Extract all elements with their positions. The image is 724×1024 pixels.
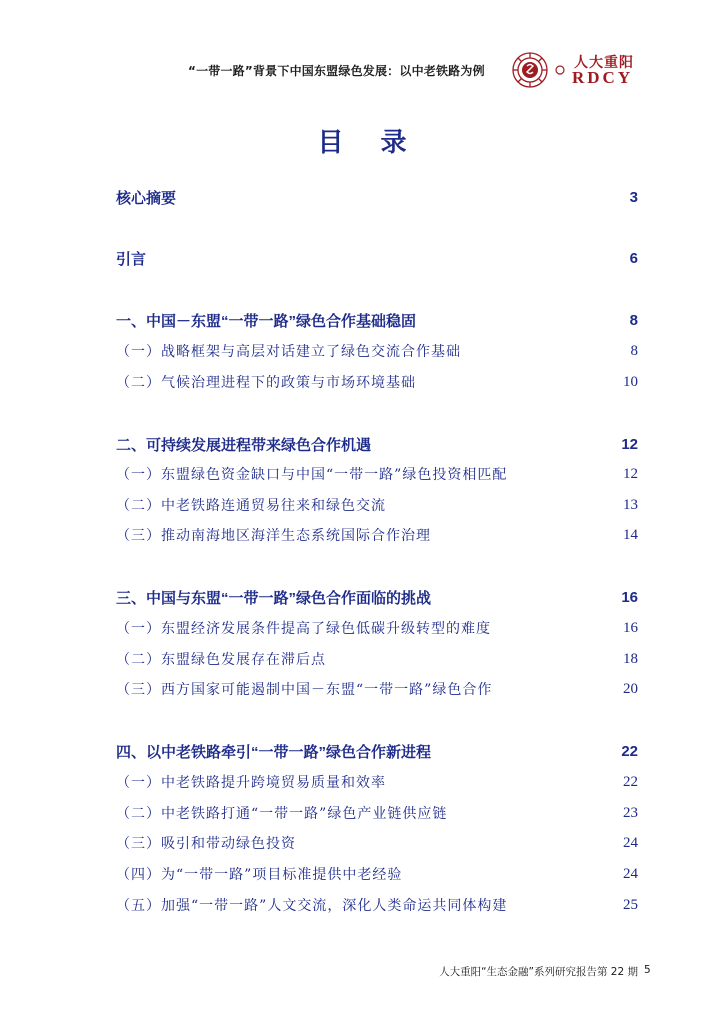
toc-entry-page: 22	[623, 773, 638, 790]
toc-entry-title: （二）中老铁路连通贸易往来和绿色交流	[116, 498, 386, 514]
toc-subsection-row[interactable]	[116, 492, 638, 518]
toc-entry-title: 四、以中老铁路牵引“一带一路”绿色合作新进程	[116, 743, 432, 761]
toc-subsection-row[interactable]	[116, 676, 638, 702]
toc-entry-page: 16	[621, 588, 638, 606]
footer-page-number: 5	[644, 964, 651, 976]
toc-subsection-row[interactable]	[116, 646, 638, 672]
running-title: “一带一路”背景下中国东盟绿色发展：以中老铁路为例	[188, 64, 485, 78]
toc-entry-title: （一）战略框架与高层对话建立了绿色交流合作基础	[116, 344, 461, 360]
toc-subsection-row[interactable]	[116, 461, 638, 487]
rdcy-emblem-icon	[510, 50, 566, 90]
toc-entry-page: 24	[623, 834, 638, 851]
toc-section-row[interactable]	[116, 245, 638, 271]
toc-section-row[interactable]	[116, 307, 638, 333]
toc-entry-page: 18	[623, 650, 638, 667]
toc-entry-title: （二）东盟绿色发展存在滞后点	[116, 652, 326, 668]
footer-series: 人大重阳“生态金融”系列研究报告第 22 期	[439, 966, 638, 978]
toc-subsection-row[interactable]	[116, 769, 638, 795]
toc-entry-page: 6	[629, 249, 638, 267]
toc-entry-page: 16	[623, 619, 638, 636]
toc-subsection-row[interactable]	[116, 369, 638, 395]
toc-entry-page: 25	[623, 896, 638, 913]
toc-entry-title: （三）推动南海地区海洋生态系统国际合作治理	[116, 528, 431, 544]
toc-entry-page: 10	[623, 373, 638, 390]
toc-section-row[interactable]	[116, 584, 638, 610]
toc-entry-title: （一）东盟经济发展条件提高了绿色低碳升级转型的难度	[116, 621, 491, 637]
toc-subsection-row[interactable]	[116, 800, 638, 826]
toc-entry-title: （四）为“一带一路”项目标准提供中老经验	[116, 867, 403, 883]
toc-entry-page: 23	[623, 804, 638, 821]
toc-section-row[interactable]	[116, 184, 638, 210]
toc-entry-title: （一）东盟绿色资金缺口与中国“一带一路”绿色投资相匹配	[116, 467, 508, 483]
toc-entry-page: 8	[630, 342, 638, 359]
toc-section-row[interactable]	[116, 738, 638, 764]
toc-entry-page: 13	[623, 496, 638, 513]
toc-entry-page: 8	[629, 311, 638, 329]
toc-entry-title: （二）中老铁路打通“一带一路”绿色产业链供应链	[116, 806, 448, 822]
toc-entry-title: 一、中国－东盟“一带一路”绿色合作基础稳固	[116, 312, 417, 330]
toc-entry-title: 引言	[116, 250, 147, 268]
toc-entry-title: 核心摘要	[116, 189, 177, 207]
logo-english-text: RDCY	[572, 68, 634, 87]
toc-subsection-row[interactable]	[116, 861, 638, 887]
toc-subsection-row[interactable]	[116, 522, 638, 548]
logo-chinese-text: 人大重阳	[574, 55, 634, 71]
page-header	[0, 0, 724, 95]
toc-entry-page: 14	[623, 526, 638, 543]
toc-entry-title: （三）吸引和带动绿色投资	[116, 836, 296, 852]
toc-subsection-row[interactable]	[116, 338, 638, 364]
toc-section-row[interactable]	[116, 431, 638, 457]
toc-subsection-row[interactable]	[116, 892, 638, 918]
toc-entry-title: （五）加强“一带一路”人文交流，深化人类命运共同体构建	[116, 898, 508, 914]
toc-entry-page: 24	[623, 865, 638, 882]
toc-entry-page: 22	[621, 742, 638, 760]
toc-entry-page: 12	[623, 465, 638, 482]
toc-entry-title: （一）中老铁路提升跨境贸易质量和效率	[116, 775, 386, 791]
toc-entry-title: （三）西方国家可能遏制中国－东盟“一带一路”绿色合作	[116, 682, 493, 698]
toc-entry-page: 3	[629, 188, 638, 206]
toc-subsection-row[interactable]	[116, 830, 638, 856]
toc-entry-title: （二）气候治理进程下的政策与市场环境基础	[116, 375, 416, 391]
toc-subsection-row[interactable]	[116, 615, 638, 641]
rdcy-logo	[510, 50, 650, 90]
toc-entry-page: 12	[621, 435, 638, 453]
toc-entry-page: 20	[623, 680, 638, 697]
toc-entry-title: 三、中国与东盟“一带一路”绿色合作面临的挑战	[116, 589, 432, 607]
page-title: 目 录	[317, 128, 421, 158]
toc-entry-title: 二、可持续发展进程带来绿色合作机遇	[116, 436, 372, 454]
